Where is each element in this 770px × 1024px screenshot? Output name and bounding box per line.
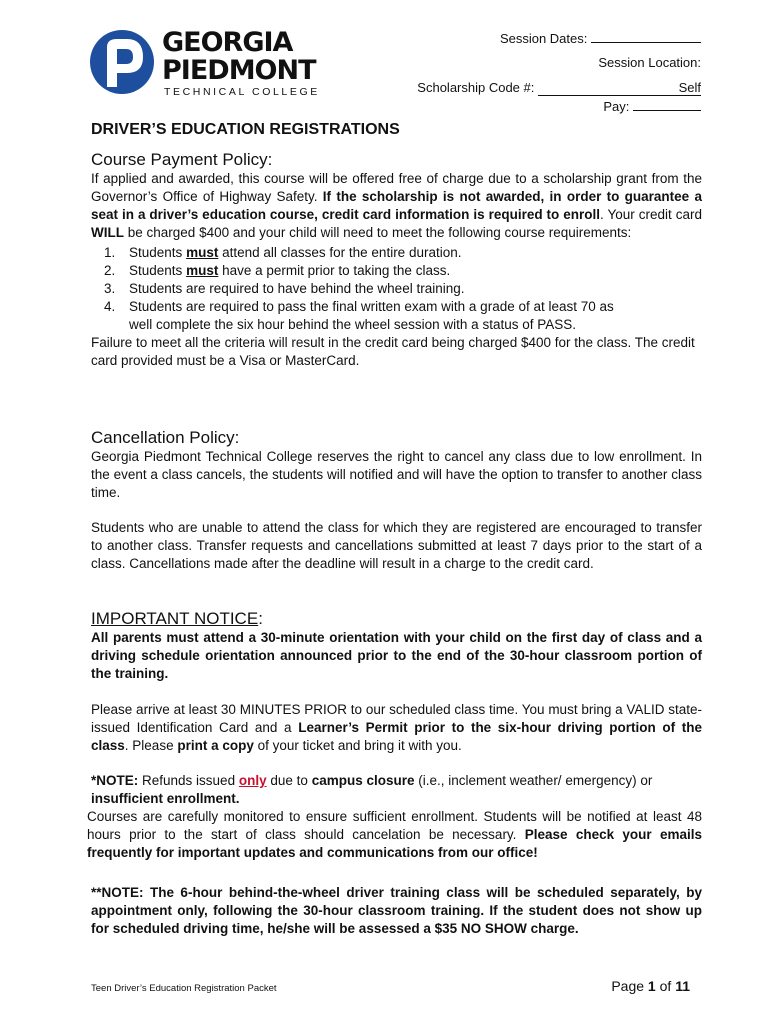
- scholarship-code-field: [417, 80, 701, 96]
- important-p2-b: Learner’s Permit prior to the six-hour driving portion of the class: [91, 720, 702, 753]
- page-number: [611, 978, 690, 994]
- list-item-text: Students: [129, 263, 183, 278]
- session-dates-field: [500, 30, 701, 46]
- list-item-emphasis: must: [186, 263, 219, 278]
- college-logo: [89, 27, 329, 101]
- page-of-label: of: [659, 978, 672, 994]
- list-item-text-rest: attend all classes for the entire duration.: [222, 245, 462, 260]
- important-p2-c: . Please: [124, 738, 174, 753]
- refund-note: [91, 772, 702, 808]
- gptc-logo-mark-icon: [89, 27, 155, 97]
- page-title: DRIVER’S EDUCATION REGISTRATIONS: [91, 121, 400, 138]
- page-total: 11: [675, 978, 690, 994]
- list-item-emphasis: must: [186, 245, 219, 260]
- session-dates-blank: [591, 30, 701, 43]
- list-item-number: 4.: [104, 299, 116, 314]
- course-payment-heading: Course Payment Policy:: [91, 150, 273, 169]
- enrollment-notice-a: Courses are carefully monitored to ensure sufficient enrollment. Students will be notified at least 48 hours prior to the start of class should cancelation be necessary.: [87, 809, 702, 842]
- course-payment-p1-a: If applied and awarded, this course will be offered free of charge due to a scholarship grant from the Governor’s Office of Highway Safety.: [91, 171, 702, 204]
- list-item: [91, 262, 702, 280]
- refund-note-b: due to: [270, 773, 308, 788]
- pay-blank: [633, 98, 701, 111]
- course-payment-p1-e: be charged $400 and your child will need to meet the following course requirements:: [127, 225, 632, 240]
- refund-note-e: insufficient enrollment.: [91, 791, 240, 806]
- cancellation-p2: Students who are unable to attend the class for which they are registered are encouraged to transfer to another class. Transfer requests and cancellations submitted at least 7 days prior to the start of a class. Cancellations made after the deadline will result in a charge to the credit card.: [91, 520, 702, 571]
- scholarship-code-value: Self: [538, 80, 701, 96]
- refund-note-a: Refunds issued: [142, 773, 236, 788]
- behind-the-wheel-note: **NOTE: The 6-hour behind-the-wheel driver training class will be scheduled separately, by appointment only, following the 30-hour classroom training. If the student does not show up for scheduled driving time, he/she will be assessed a $35 NO SHOW charge.: [91, 885, 702, 936]
- important-p2-d: print a copy: [177, 738, 254, 753]
- cancellation-p1: Georgia Piedmont Technical College reserves the right to cancel any class due to low enrollment. In the event a class cancels, the students will notified and will have the option to transfer to another class time.: [91, 449, 702, 500]
- list-item-number: 3.: [104, 281, 116, 296]
- list-item-number: 1.: [104, 245, 116, 260]
- course-payment-p1-d: WILL: [91, 225, 124, 240]
- logo-text-georgia: GEORGIA: [162, 27, 293, 58]
- logo-text-technical-college: TECHNICAL COLLEGE: [164, 86, 320, 98]
- important-notice-heading: [91, 609, 263, 629]
- pay-label: Pay:: [603, 99, 630, 114]
- page-current: 1: [647, 978, 656, 994]
- logo-text-piedmont: PIEDMONT: [162, 55, 316, 86]
- requirements-list: [91, 244, 702, 334]
- list-item: [91, 280, 702, 298]
- course-payment-p1-c: . Your credit card: [600, 207, 702, 222]
- session-location-field: [598, 55, 701, 70]
- footer-document-title: Teen Driver’s Education Registration Packet: [91, 983, 277, 994]
- session-location-label: Session Location:: [598, 55, 701, 70]
- enrollment-notice: [87, 808, 702, 862]
- important-notice-heading-text: IMPORTANT NOTICE: [91, 609, 259, 628]
- refund-note-only: only: [238, 773, 267, 788]
- important-p2-a: Please arrive at least 30 MINUTES PRIOR to our scheduled class time. You must bring a VALID state-issued Identification Card and a: [91, 702, 702, 735]
- important-notice-p2: [91, 701, 702, 755]
- scholarship-code-label: Scholarship Code #:: [417, 80, 535, 95]
- page-label: Page: [611, 978, 645, 994]
- list-item-text-rest: have a permit prior to taking the class.: [222, 263, 451, 278]
- session-dates-label: Session Dates:: [499, 31, 588, 46]
- course-payment-p2: Failure to meet all the criteria will result in the credit card being charged $400 for the class. The credit card provided must be a Visa or MasterCard.: [91, 335, 695, 368]
- course-payment-p1-b: If the scholarship is not awarded, in order to guarantee a seat in a driver’s education course, credit card information is required to enroll: [91, 189, 702, 222]
- list-item: [91, 298, 702, 334]
- list-item-number: 2.: [104, 263, 116, 278]
- refund-note-label: *NOTE:: [91, 773, 139, 788]
- list-item-text: Students are required to pass the final written exam with a grade of at least 70 as well complete the six hour behind the wheel session with a status of PASS.: [129, 299, 614, 332]
- refund-note-c: campus closure: [311, 773, 415, 788]
- important-p2-e: of your ticket and bring it with you.: [257, 738, 462, 753]
- list-item-text: Students are required to have behind the wheel training.: [129, 281, 465, 296]
- refund-note-d: (i.e., inclement weather/ emergency) or: [418, 773, 653, 788]
- cancellation-heading: Cancellation Policy:: [91, 428, 240, 447]
- list-item-text: Students: [129, 245, 183, 260]
- list-item: [91, 244, 702, 262]
- important-notice-heading-colon: :: [258, 609, 263, 628]
- course-payment-body: [91, 170, 702, 370]
- pay-field: [603, 98, 701, 114]
- important-notice-p1: All parents must attend a 30-minute orientation with your child on the first day of class and a driving schedule orientation announced prior to the end of the 30-hour classroom portion of the training.: [91, 630, 702, 681]
- enrollment-notice-b: Please check your emails frequently for important updates and communications from our office!: [87, 827, 702, 860]
